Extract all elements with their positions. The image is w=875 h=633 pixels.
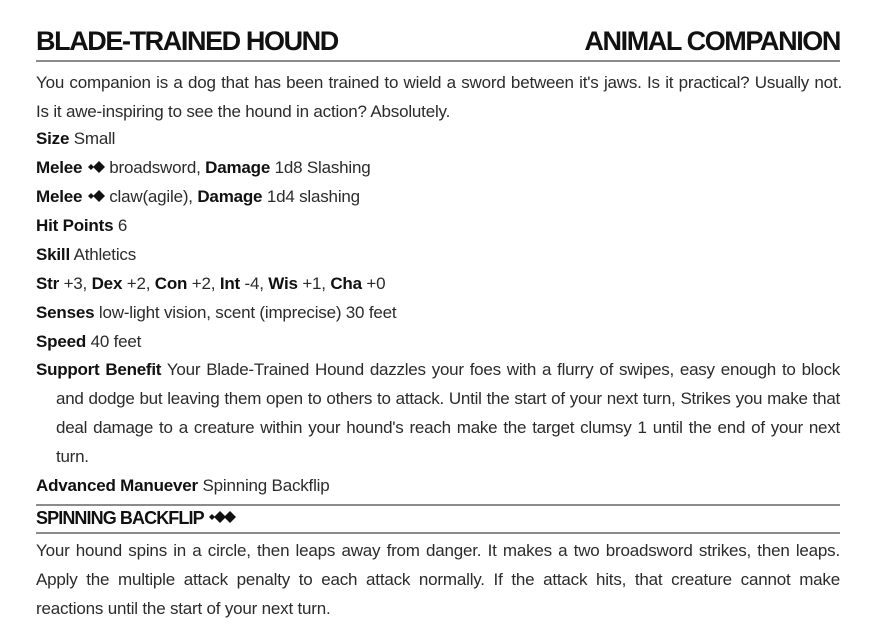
skill-line — [36, 240, 842, 269]
melee-label: Melee — [36, 187, 83, 206]
damage-label: Damage — [197, 187, 263, 206]
support-benefit-paragraph — [36, 355, 840, 471]
melee-line-2 — [36, 182, 842, 211]
dex-label: Dex — [91, 274, 123, 293]
damage-value: 1d4 slashing — [266, 187, 360, 206]
size-line — [36, 124, 842, 153]
advanced-maneuver-line — [36, 471, 842, 500]
support-benefit-text: Your Blade-Trained Hound dazzles your foes with a flurry of swipes, easy enough to block and dodge but leaving them open to others to attack. Until the start of your next turn, Strikes you make that deal damage to a creature within your hound's reach make the target clumsy 1 until the end of your next turn. — [56, 360, 841, 466]
senses-line — [36, 298, 842, 327]
senses-value: low-light vision, scent (imprecise) 30 feet — [98, 303, 397, 322]
damage-label: Damage — [205, 158, 271, 177]
maneuver-title-wrap — [36, 508, 242, 529]
maneuver-header — [36, 504, 840, 534]
advanced-maneuver-value: Spinning Backflip — [202, 476, 330, 495]
intro-text: You companion is a dog that has been trained to wield a sword between it's jaws. Is it practical? Usually not. Is it awe-inspiring to see the hound in action? Absolutely. — [36, 73, 842, 121]
damage-value: 1d8 Slashing — [274, 158, 371, 177]
str-label: Str — [36, 274, 60, 293]
hit-points-line — [36, 211, 842, 240]
con-value: +2, — [191, 274, 216, 293]
size-value: Small — [73, 129, 116, 148]
melee-weapon: broadsword, — [109, 158, 201, 177]
wis-value: +1, — [302, 274, 326, 293]
melee-weapon: claw(agile), — [109, 187, 193, 206]
hit-points-label: Hit Points — [36, 216, 114, 235]
speed-label: Speed — [36, 332, 87, 351]
cha-label: Cha — [330, 274, 362, 293]
maneuver-description: Your hound spins in a circle, then leaps away from danger. It makes a two broadsword strikes, then leaps. Apply the multiple attack penalty to each attack normally. If the attack hits, that creature cannot make reactions until the start of your next turn. — [36, 541, 840, 618]
one-action-icon — [86, 188, 106, 204]
speed-line — [36, 327, 842, 356]
maneuver-title: SPINNING BACKFLIP — [36, 508, 204, 528]
speed-value: 40 feet — [90, 332, 142, 351]
creature-name: BLADE-TRAINED HOUND — [36, 26, 338, 56]
title-bar — [36, 24, 840, 62]
con-label: Con — [154, 274, 188, 293]
cha-value: +0 — [366, 274, 386, 293]
two-action-icon — [208, 509, 242, 525]
wis-label: Wis — [268, 274, 298, 293]
melee-line-1 — [36, 153, 842, 182]
int-label: Int — [219, 274, 240, 293]
skill-value: Athletics — [73, 245, 137, 264]
str-value: +3, — [63, 274, 88, 293]
skill-label: Skill — [36, 245, 70, 264]
dex-value: +2, — [126, 274, 151, 293]
hit-points-value: 6 — [117, 216, 128, 235]
ability-scores-line — [36, 269, 842, 298]
advanced-maneuver-label: Advanced Manuever — [36, 476, 198, 495]
one-action-icon — [86, 159, 106, 175]
size-label: Size — [36, 129, 70, 148]
melee-label: Melee — [36, 158, 83, 177]
support-benefit-label: Support Benefit — [36, 360, 162, 379]
int-value: -4, — [244, 274, 264, 293]
creature-category: ANIMAL COMPANION — [584, 26, 840, 56]
senses-label: Senses — [36, 303, 95, 322]
